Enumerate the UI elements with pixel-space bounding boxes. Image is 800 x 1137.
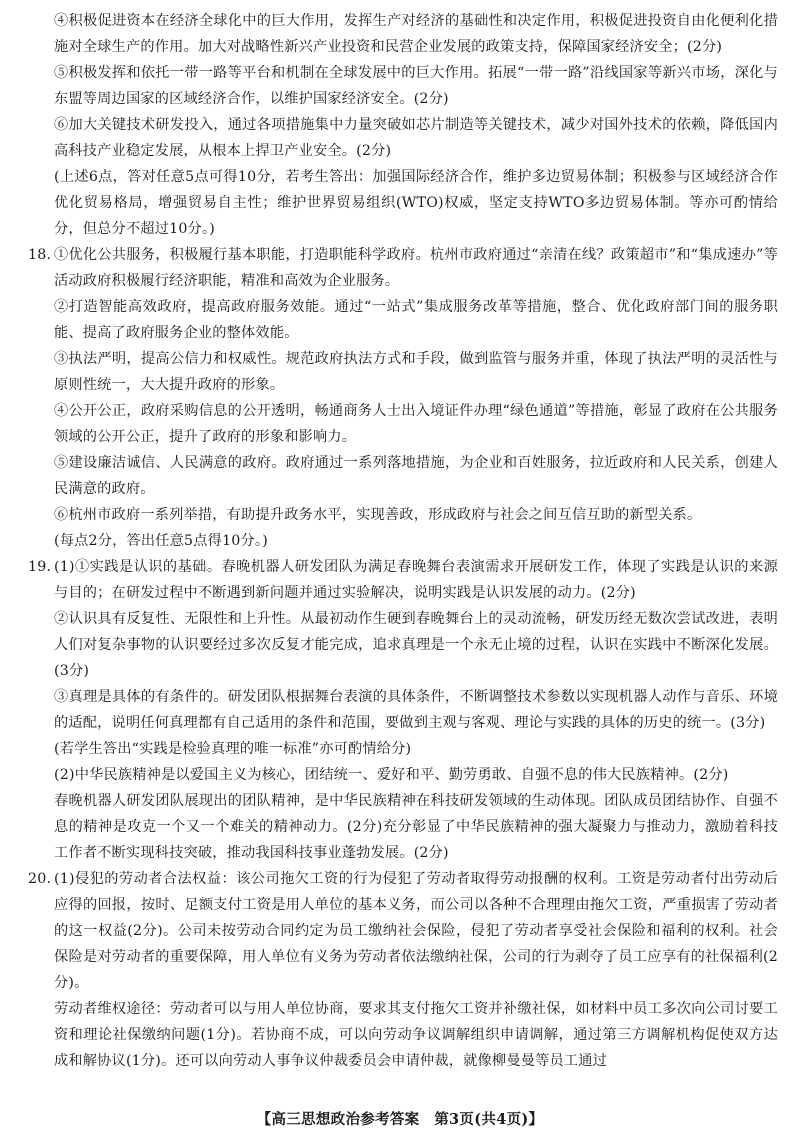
q19-part1-item-1: (1)①实践是认识的基础。春晚机器人研发团队为满足春晚舞台表演需求开展研发工作，体现了实践是认识的来源与目的；在研发过程中不断遇到新问题并通过实验解决，说明实践是认识发展的动力。(2分) <box>54 559 778 601</box>
q18-item-3: ③执法严明，提高公信力和权威性。规范政府执法方式和手段，做到监管与服务并重，体现了执法严明的灵活性与原则性统一，大大提升政府的形象。 <box>54 351 778 393</box>
question-19 <box>28 554 778 606</box>
q17-item-4: ④积极促进资本在经济全球化中的巨大作用，发挥生产对经济的基础性和决定作用，积极促进投资自由化便利化措施对全球生产的作用。加大对战略性新兴产业投资和民营企业发展的政策支持，保障国家经济安全；(2分) <box>54 13 778 55</box>
question-number-19: 19. <box>28 559 52 575</box>
question-18 <box>28 242 778 294</box>
q17-item-5: ⑤积极发挥和依托一带一路等平台和机制在全球发展中的巨大作用。拓展“一带一路”沿线国家等新兴市场，深化与东盟等周边国家的区域经济合作，以维护国家经济安全。(2分) <box>54 65 778 107</box>
question-number-20: 20. <box>28 871 52 887</box>
q19-part1-note: (若学生答出“实践是检验真理的唯一标准”亦可酌情给分) <box>54 741 412 757</box>
q18-item-4: ④公开公正，政府采购信息的公开透明，畅通商务人士出入境证件办理“绿色通道”等措施，彰显了政府在公共服务领域的公开公正，提升了政府的形象和影响力。 <box>54 403 778 445</box>
question-20 <box>28 866 778 996</box>
q17-scoring-note: (上述6点，答对任意5点可得10分，若考生答出：加强国际经济合作，维护多边贸易体制；积极参与区域经济合作优化贸易格局，增强贸易自主性；维护世界贸易组织(WTO)权威，坚定支持WTO多边贸易体制。等亦可酌情给分，但总分不超过10分。) <box>54 169 778 237</box>
q18-item-5: ⑤建设廉洁诚信、人民满意的政府。政府通过一系列落地措施，为企业和百姓服务，拉近政府和人民关系，创建人民满意的政府。 <box>54 455 778 497</box>
q20-part1-a: (1)侵犯的劳动者合法权益：该公司拖欠工资的行为侵犯了劳动者取得劳动报酬的权利。工资是劳动者付出劳动后应得的回报，按时、足额支付工资是用人单位的基本义务，而公司以各种不合理理由拖欠工资，严重损害了劳动者的这一权益(2分)。公司未按劳动合同约定为员工缴纳社会保险，侵犯了劳动者享受社会保险和福利的权利。社会保险是对劳动者的重要保障，用人单位有义务为劳动者依法缴纳社保，公司的行为剥夺了员工应享有的社保福利(2分)。 <box>54 871 778 991</box>
question-number-18: 18. <box>28 247 52 263</box>
page-footer: 【高三思想政治参考答案 第3页(共4页)】 <box>256 1111 544 1128</box>
q18-item-2: ②打造智能高效政府，提高政府服务效能。通过“一站式”集成服务改革等措施，整合、优化政府部门间的服务职能、提高了政府服务企业的整体效能。 <box>54 299 778 341</box>
q20-part1-b: 劳动者维权途径：劳动者可以与用人单位协商，要求其支付拖欠工资并补缴社保，如材料中员工多次向公司讨要工资和理论社保缴纳问题(1分)。若协商不成，可以向劳动争议调解组织申请调解，通过第三方调解机构促使双方达成和解协议(1分)。还可以向劳动人事争议仲裁委员会申请仲裁，就像柳曼曼等员工通过 <box>54 1001 778 1069</box>
q19-part1-item-2: ②认识具有反复性、无限性和上升性。从最初动作生硬到春晚舞台上的灵动流畅，研发历经无数次尝试改进，表明人们对复杂事物的认识要经过多次反复才能完成，追求真理是一个永无止境的过程，认识在实践中不断深化发展。(3分) <box>54 611 778 679</box>
q18-item-1: ①优化公共服务，积极履行基本职能，打造职能科学政府。杭州市政府通过“亲清在线？政策超市”和“集成速办”等活动政府积极履行经济职能，精准和高效为企业服务。 <box>54 247 778 289</box>
q17-item-6: ⑥加大关键技术研发投入，通过各项措施集中力量突破如芯片制造等关键技术，减少对国外技术的依赖，降低国内高科技产业稳定发展，从根本上捍卫产业安全。(2分) <box>54 117 778 159</box>
q19-part2-a: (2)中华民族精神是以爱国主义为核心，团结统一、爱好和平、勤劳勇敢、自强不息的伟大民族精神。(2分) <box>54 767 729 783</box>
q18-scoring-note: (每点2分，答出任意5点得10分。) <box>54 533 268 549</box>
q18-item-6: ⑥杭州市政府一系列举措，有助提升政务水平，实现善政，形成政府与社会之间互信互助的新型关系。 <box>54 507 702 523</box>
answer-content <box>28 8 778 1074</box>
q19-part1-item-3: ③真理是具体的有条件的。研发团队根据舞台表演的具体条件，不断调整技术参数以实现机器人动作与音乐、环境的适配，说明任何真理都有自己适用的条件和范围，要做到主观与客观、理论与实践的具体的历史的统一。(3分) <box>54 689 778 731</box>
q19-part2-b: 春晚机器人研发团队展现出的团队精神，是中华民族精神在科技研发领域的生动体现。团队成员团结协作、自强不息的精神是攻克一个又一个难关的精神动力。(2分)充分彰显了中华民族精神的强大凝聚力与推动力，激励着科技工作者不断实现科技突破，推动我国科技事业蓬勃发展。(2分) <box>54 793 778 861</box>
